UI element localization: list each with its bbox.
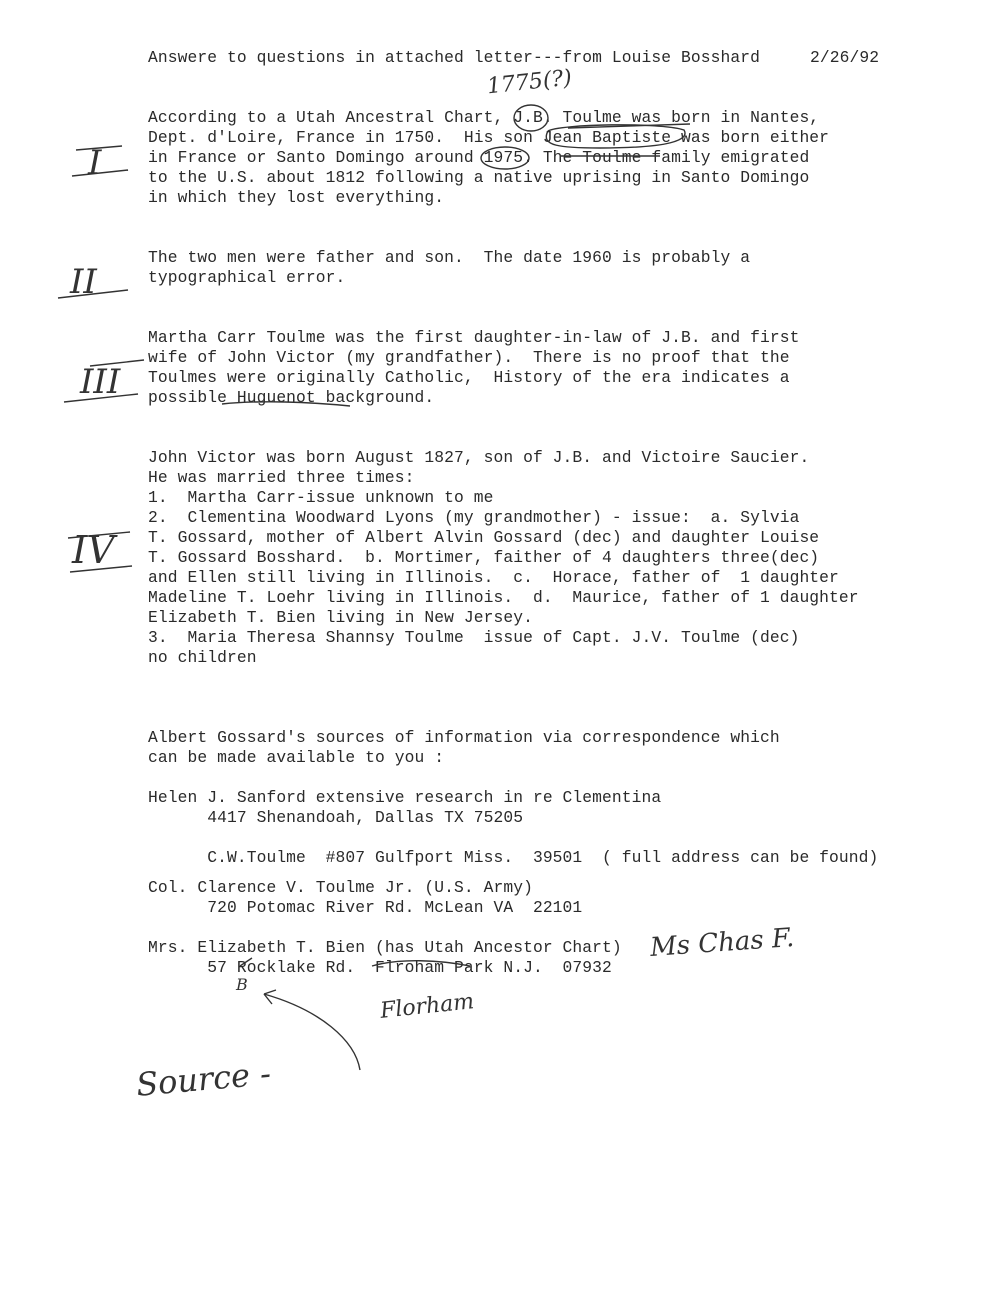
section-3-line: wife of John Victor (my grandfather). There is no proof that the xyxy=(148,348,790,367)
handwritten-source-note: Source - xyxy=(134,1054,273,1104)
source-entry: Col. Clarence V. Toulme Jr. (U.S. Army) xyxy=(148,878,533,897)
arrow-head xyxy=(264,990,276,1004)
section-4-line: T. Gossard, mother of Albert Alvin Gossard (dec) and daughter Louise xyxy=(148,528,820,547)
section-marker-1: I xyxy=(88,143,102,183)
handwritten-name-note: Ms Chas F. xyxy=(649,923,796,963)
section-1-line: in France or Santo Domingo around 1975. The Toulme family emigrated xyxy=(148,148,810,167)
section-2-line: typographical error. xyxy=(148,268,346,287)
section-4-line: Madeline T. Loehr living in Illinois. d. Maurice, father of 1 daughter xyxy=(148,588,859,607)
document-date: 2/26/92 xyxy=(810,48,880,67)
source-entry: 720 Potomac River Rd. McLean VA 22101 xyxy=(148,898,583,917)
source-entry: Mrs. Elizabeth T. Bien (has Utah Ancestor Chart) xyxy=(148,938,622,957)
section-4-line: 3. Maria Theresa Shannsy Toulme issue of Capt. J.V. Toulme (dec) xyxy=(148,628,800,647)
section-4-line: He was married three times: xyxy=(148,468,415,487)
section-1-line: According to a Utah Ancestral Chart, J.B. Toulme was born in Nantes, xyxy=(148,108,820,127)
section-1-line: to the U.S. about 1812 following a native uprising in Santo Domingo xyxy=(148,168,810,187)
sources-intro-line: can be made available to you : xyxy=(148,748,445,767)
section-4-line: John Victor was born August 1827, son of J.B. and Victoire Saucier. xyxy=(148,448,810,467)
section-marker-3: III xyxy=(80,362,121,402)
arrow-shaft xyxy=(264,994,360,1070)
section-4-line: T. Gossard Bosshard. b. Mortimer, faither of 4 daughters three(dec) xyxy=(148,548,820,567)
section-4-line: 1. Martha Carr-issue unknown to me xyxy=(148,488,494,507)
section-1-line: Dept. d'Loire, France in 1750. His son Jean Baptiste was born either xyxy=(148,128,830,147)
source-entry: 4417 Shenandoah, Dallas TX 75205 xyxy=(148,808,524,827)
sources-intro-line: Albert Gossard's sources of information via correspondence which xyxy=(148,728,780,747)
source-entry: Helen J. Sanford extensive research in re Clementina xyxy=(148,788,662,807)
section-marker-2: II xyxy=(70,262,97,302)
section-4-line: Elizabeth T. Bien living in New Jersey. xyxy=(148,608,533,627)
section-4-line: and Ellen still living in Illinois. c. Horace, father of 1 daughter xyxy=(148,568,839,587)
section-4-line: 2. Clementina Woodward Lyons (my grandmother) - issue: a. Sylvia xyxy=(148,508,800,527)
handwritten-correction-florham: Florham xyxy=(378,989,476,1024)
source-entry: 57 Rocklake Rd. Flroham Park N.J. 07932 xyxy=(148,958,612,977)
source-entry: C.W.Toulme #807 Gulfport Miss. 39501 ( full address can be found) xyxy=(148,848,879,867)
section-2-line: The two men were father and son. The date 1960 is probably a xyxy=(148,248,751,267)
section-3-line: possible Huguenot background. xyxy=(148,388,435,407)
section-1-line: in which they lost everything. xyxy=(148,188,445,207)
handwritten-year-note: 1775(?) xyxy=(485,65,574,100)
document-title: Answere to questions in attached letter---from Louise Bosshard xyxy=(148,48,760,67)
section-3-line: Toulmes were originally Catholic, History of the era indicates a xyxy=(148,368,790,387)
section-3-line: Martha Carr Toulme was the first daughter-in-law of J.B. and first xyxy=(148,328,800,347)
section-marker-4: IV xyxy=(72,528,115,572)
section-4-line: no children xyxy=(148,648,257,667)
handwritten-correction-b: B xyxy=(236,975,248,994)
